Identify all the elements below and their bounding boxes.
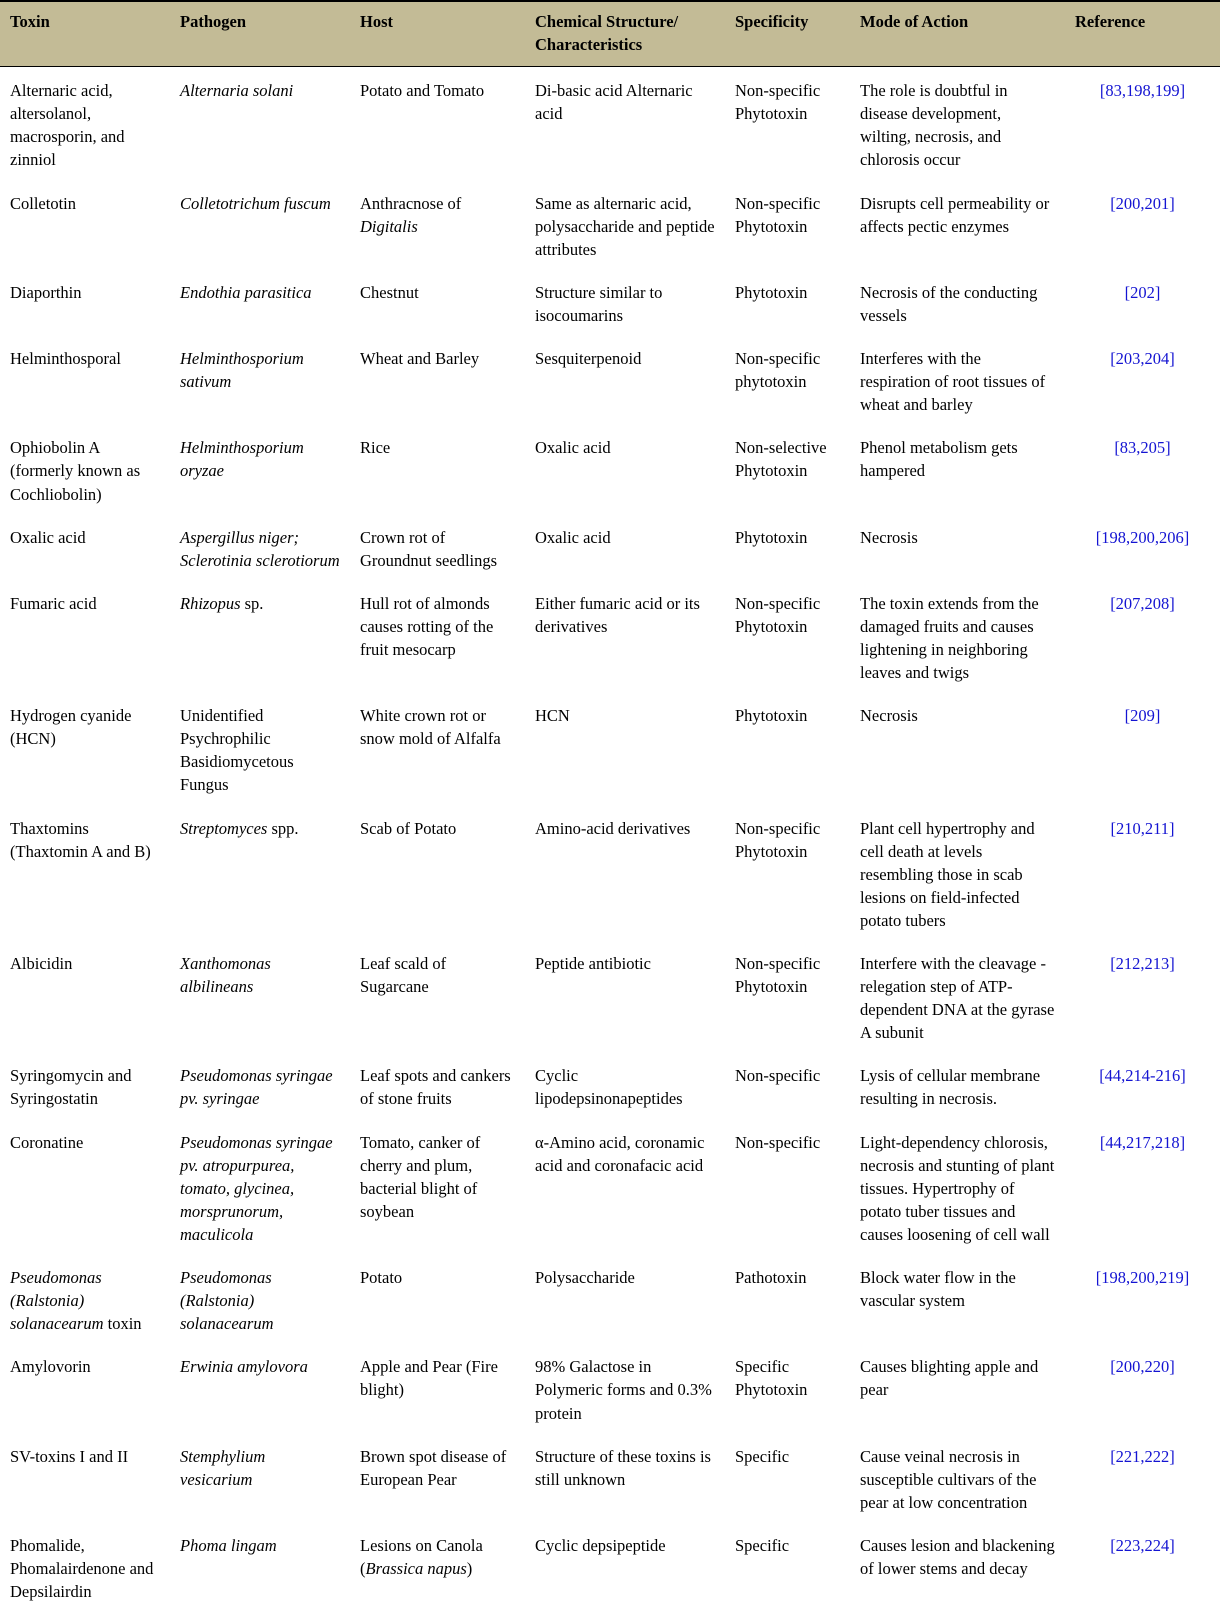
cell-host: Wheat and Barley	[360, 349, 480, 369]
cell-reference[interactable]	[1065, 807, 1220, 942]
reference-link[interactable]: [83,205]	[1114, 438, 1171, 458]
cell-reference[interactable]	[1065, 516, 1220, 582]
cell-toxin: Syringomycin and Syringostatin	[10, 1066, 132, 1109]
cell-mode-of-action: Necrosis	[860, 706, 918, 726]
cell-host: Lesions on Canola (Brassica napus)	[360, 1535, 483, 1578]
cell-reference[interactable]	[1065, 271, 1220, 337]
column-header-toxin: Toxin	[0, 1, 170, 67]
cell-chemical-structure: HCN	[535, 706, 570, 726]
cell-mode-of-action: Necrosis	[860, 527, 918, 547]
cell-toxin: Pseudomonas (Ralstonia) solanacearum toxin	[10, 1268, 142, 1334]
cell-toxin: Diaporthin	[10, 282, 82, 302]
reference-link[interactable]: [202]	[1124, 282, 1161, 302]
cell-reference[interactable]	[1065, 1054, 1220, 1120]
cell-mode-of-action: Interfere with the cleavage -relegation step of ATP-dependent DNA at the gyrase A subunit	[860, 954, 1055, 1043]
cell-chemical-structure: Cyclic depsipeptide	[535, 1535, 666, 1555]
table-row	[0, 942, 1220, 1054]
cell-toxin: Albicidin	[10, 954, 73, 973]
cell-pathogen: Rhizopus sp.	[180, 593, 264, 613]
cell-specificity: Phytotoxin	[735, 706, 808, 726]
cell-reference[interactable]	[1065, 67, 1220, 182]
cell-mode-of-action: Causes lesion and blackening of lower stems and decay	[860, 1535, 1055, 1578]
cell-mode-of-action: Lysis of cellular membrane resulting in necrosis.	[860, 1066, 1041, 1109]
cell-host: Tomato, canker of cherry and plum, bacterial blight of soybean	[360, 1132, 481, 1221]
table-row	[0, 1345, 1220, 1434]
cell-toxin: Alternaric acid, altersolanol, macrosporin, and zinniol	[10, 81, 125, 170]
cell-mode-of-action: Light-dependency chlorosis, necrosis and stunting of plant tissues. Hypertrophy of potato tuber tissues and causes loosening of cell wall	[860, 1132, 1055, 1244]
reference-link[interactable]: [203,204]	[1110, 349, 1175, 369]
cell-pathogen: Unidentified Psychrophilic Basidiomycetous Fungus	[180, 706, 294, 795]
cell-reference[interactable]	[1065, 694, 1220, 806]
cell-chemical-structure: Cyclic lipodepsinonapeptides	[535, 1066, 683, 1109]
cell-reference[interactable]	[1065, 1435, 1220, 1524]
cell-mode-of-action: Disrupts cell permeability or affects pectic enzymes	[860, 193, 1050, 236]
cell-specificity: Non-specific Phytotoxin	[735, 81, 821, 124]
cell-reference[interactable]	[1065, 582, 1220, 694]
cell-pathogen: Phoma lingam	[180, 1535, 277, 1555]
cell-host: Brown spot disease of European Pear	[360, 1446, 507, 1489]
table-row	[0, 1435, 1220, 1524]
cell-mode-of-action: Necrosis of the conducting vessels	[860, 282, 1038, 325]
cell-specificity: Non-specific	[735, 1066, 821, 1086]
reference-link[interactable]: [207,208]	[1110, 593, 1175, 613]
cell-specificity: Non-specific Phytotoxin	[735, 193, 821, 236]
cell-host: Rice	[360, 438, 391, 458]
cell-reference[interactable]	[1065, 1524, 1220, 1615]
cell-mode-of-action: Plant cell hypertrophy and cell death at levels resembling those in scab lesions on field-infected potato tubers	[860, 818, 1035, 930]
table-row	[0, 516, 1220, 582]
cell-toxin: Phomalide, Phomalairdenone and Depsilairdin	[10, 1535, 154, 1602]
table-row	[0, 426, 1220, 515]
cell-toxin: Coronatine	[10, 1132, 84, 1152]
cell-reference[interactable]	[1065, 1345, 1220, 1434]
cell-reference[interactable]	[1065, 942, 1220, 1054]
cell-host: Chestnut	[360, 282, 419, 302]
cell-pathogen: Stemphylium vesicarium	[180, 1446, 266, 1489]
cell-pathogen: Pseudomonas (Ralstonia) solanacearum	[180, 1268, 274, 1334]
cell-specificity: Non-specific Phytotoxin	[735, 954, 821, 997]
table-row	[0, 1256, 1220, 1345]
cell-host: Scab of Potato	[360, 818, 457, 838]
cell-reference[interactable]	[1065, 1121, 1220, 1256]
cell-host: Anthracnose of Digitalis	[360, 193, 462, 236]
cell-chemical-structure: Oxalic acid	[535, 527, 611, 547]
cell-pathogen: Alternaria solani	[180, 81, 294, 101]
cell-chemical-structure: Sesquiterpenoid	[535, 349, 642, 369]
cell-pathogen: Aspergillus niger; Sclerotinia sclerotiorum	[180, 527, 340, 570]
cell-specificity: Pathotoxin	[735, 1268, 807, 1288]
reference-link[interactable]: [44,214-216]	[1099, 1066, 1186, 1086]
cell-pathogen: Streptomyces spp.	[180, 818, 299, 838]
cell-pathogen: Erwinia amylovora	[180, 1357, 308, 1377]
cell-pathogen: Helminthosporium sativum	[180, 349, 304, 392]
cell-specificity: Phytotoxin	[735, 527, 808, 547]
cell-mode-of-action: The toxin extends from the damaged fruits and causes lightening in neighboring leaves and twigs	[860, 593, 1039, 683]
cell-reference[interactable]	[1065, 1256, 1220, 1345]
cell-host: Potato	[360, 1268, 403, 1288]
cell-toxin: Fumaric acid	[10, 593, 97, 613]
table-row	[0, 582, 1220, 694]
cell-chemical-structure: Amino-acid derivatives	[535, 818, 691, 838]
table-body	[0, 67, 1220, 1615]
cell-toxin: SV-toxins I and II	[10, 1446, 129, 1466]
column-header-specificity: Specificity	[725, 1, 850, 67]
cell-chemical-structure: Polysaccharide	[535, 1268, 635, 1288]
cell-host: Apple and Pear (Fire blight)	[360, 1357, 498, 1400]
cell-pathogen: Colletotrichum fuscum	[180, 193, 331, 213]
table-row	[0, 67, 1220, 182]
cell-chemical-structure: 98% Galactose in Polymeric forms and 0.3% protein	[535, 1357, 712, 1423]
cell-mode-of-action: Causes blighting apple and pear	[860, 1357, 1039, 1400]
reference-link[interactable]: [210,211]	[1110, 818, 1175, 838]
cell-specificity: Non-specific	[735, 1132, 821, 1152]
table-row	[0, 182, 1220, 271]
cell-reference[interactable]	[1065, 337, 1220, 426]
cell-chemical-structure: Structure of these toxins is still unknown	[535, 1446, 711, 1489]
cell-specificity: Non-specific Phytotoxin	[735, 593, 821, 636]
cell-toxin: Oxalic acid	[10, 527, 86, 547]
reference-link[interactable]: [200,201]	[1110, 193, 1175, 213]
cell-mode-of-action: The role is doubtful in disease development, wilting, necrosis, and chlorosis occur	[860, 81, 1008, 170]
cell-chemical-structure: Peptide antibiotic	[535, 954, 651, 973]
cell-pathogen: Pseudomonas syringae pv. syringae	[180, 1066, 333, 1109]
reference-link[interactable]: [198,200,206]	[1095, 527, 1190, 547]
cell-specificity: Specific	[735, 1535, 790, 1555]
cell-host: Potato and Tomato	[360, 81, 485, 101]
table-row	[0, 1121, 1220, 1256]
table-row	[0, 1524, 1220, 1615]
cell-pathogen: Pseudomonas syringae pv. atropurpurea, tomato, glycinea, morsprunorum, maculicola	[180, 1132, 333, 1244]
reference-link[interactable]: [209]	[1124, 706, 1161, 726]
column-header-reference: Reference	[1065, 1, 1220, 67]
cell-pathogen: Helminthosporium oryzae	[180, 438, 304, 481]
cell-specificity: Phytotoxin	[735, 282, 808, 302]
cell-specificity: Specific	[735, 1446, 790, 1466]
table-row	[0, 807, 1220, 942]
cell-chemical-structure: Di-basic acid Alternaric acid	[535, 81, 693, 124]
cell-toxin: Helminthosporal	[10, 349, 121, 369]
cell-reference[interactable]	[1065, 182, 1220, 271]
cell-host: Leaf scald of Sugarcane	[360, 954, 447, 997]
cell-toxin: Ophiobolin A (formerly known as Cochliobolin)	[10, 438, 141, 504]
cell-mode-of-action: Cause veinal necrosis in susceptible cultivars of the pear at low concentration	[860, 1446, 1037, 1512]
cell-mode-of-action: Phenol metabolism gets hampered	[860, 438, 1018, 481]
cell-toxin: Hydrogen cyanide (HCN)	[10, 706, 132, 749]
cell-toxin: Colletotin	[10, 193, 76, 213]
cell-toxin: Amylovorin	[10, 1357, 91, 1377]
table-row	[0, 1054, 1220, 1120]
cell-chemical-structure: α-Amino acid, coronamic acid and coronafacic acid	[535, 1132, 705, 1175]
cell-pathogen: Endothia parasitica	[180, 282, 312, 302]
cell-chemical-structure: Either fumaric acid or its derivatives	[535, 593, 700, 636]
reference-link[interactable]: [200,220]	[1110, 1357, 1175, 1377]
cell-mode-of-action: Interferes with the respiration of root tissues of wheat and barley	[860, 349, 1046, 415]
table-header-row	[0, 1, 1220, 67]
cell-specificity: Specific Phytotoxin	[735, 1357, 808, 1400]
table-header	[0, 1, 1220, 67]
reference-link[interactable]: [198,200,219]	[1095, 1268, 1190, 1288]
cell-chemical-structure: Same as alternaric acid, polysaccharide and peptide attributes	[535, 193, 715, 259]
cell-toxin: Thaxtomins (Thaxtomin A and B)	[10, 818, 151, 861]
column-header-mode-of-action: Mode of Action	[850, 1, 1065, 67]
cell-specificity: Non-selective Phytotoxin	[735, 438, 827, 481]
table-row	[0, 271, 1220, 337]
column-header-host: Host	[350, 1, 525, 67]
cell-chemical-structure: Oxalic acid	[535, 438, 611, 458]
cell-host: White crown rot or snow mold of Alfalfa	[360, 706, 501, 749]
cell-chemical-structure: Structure similar to isocoumarins	[535, 282, 663, 325]
cell-host: Crown rot of Groundnut seedlings	[360, 527, 498, 570]
cell-specificity: Non-specific Phytotoxin	[735, 818, 821, 861]
cell-mode-of-action: Block water flow in the vascular system	[860, 1268, 1016, 1311]
table-row	[0, 694, 1220, 806]
reference-link[interactable]: [223,224]	[1110, 1535, 1175, 1555]
cell-host: Leaf spots and cankers of stone fruits	[360, 1066, 511, 1109]
cell-specificity: Non-specific phytotoxin	[735, 349, 821, 392]
table-row	[0, 337, 1220, 426]
cell-pathogen: Xanthomonas albilineans	[180, 954, 271, 997]
column-header-pathogen: Pathogen	[170, 1, 350, 67]
reference-link[interactable]: [212,213]	[1110, 954, 1175, 973]
cell-host: Hull rot of almonds causes rotting of the fruit mesocarp	[360, 593, 494, 659]
reference-link[interactable]: [221,222]	[1110, 1446, 1175, 1466]
column-header-chemical-structure: Chemical Structure/ Characteristics	[525, 1, 725, 67]
reference-link[interactable]: [83,198,199]	[1099, 81, 1186, 101]
reference-link[interactable]: [44,217,218]	[1099, 1132, 1186, 1152]
cell-reference[interactable]	[1065, 426, 1220, 515]
